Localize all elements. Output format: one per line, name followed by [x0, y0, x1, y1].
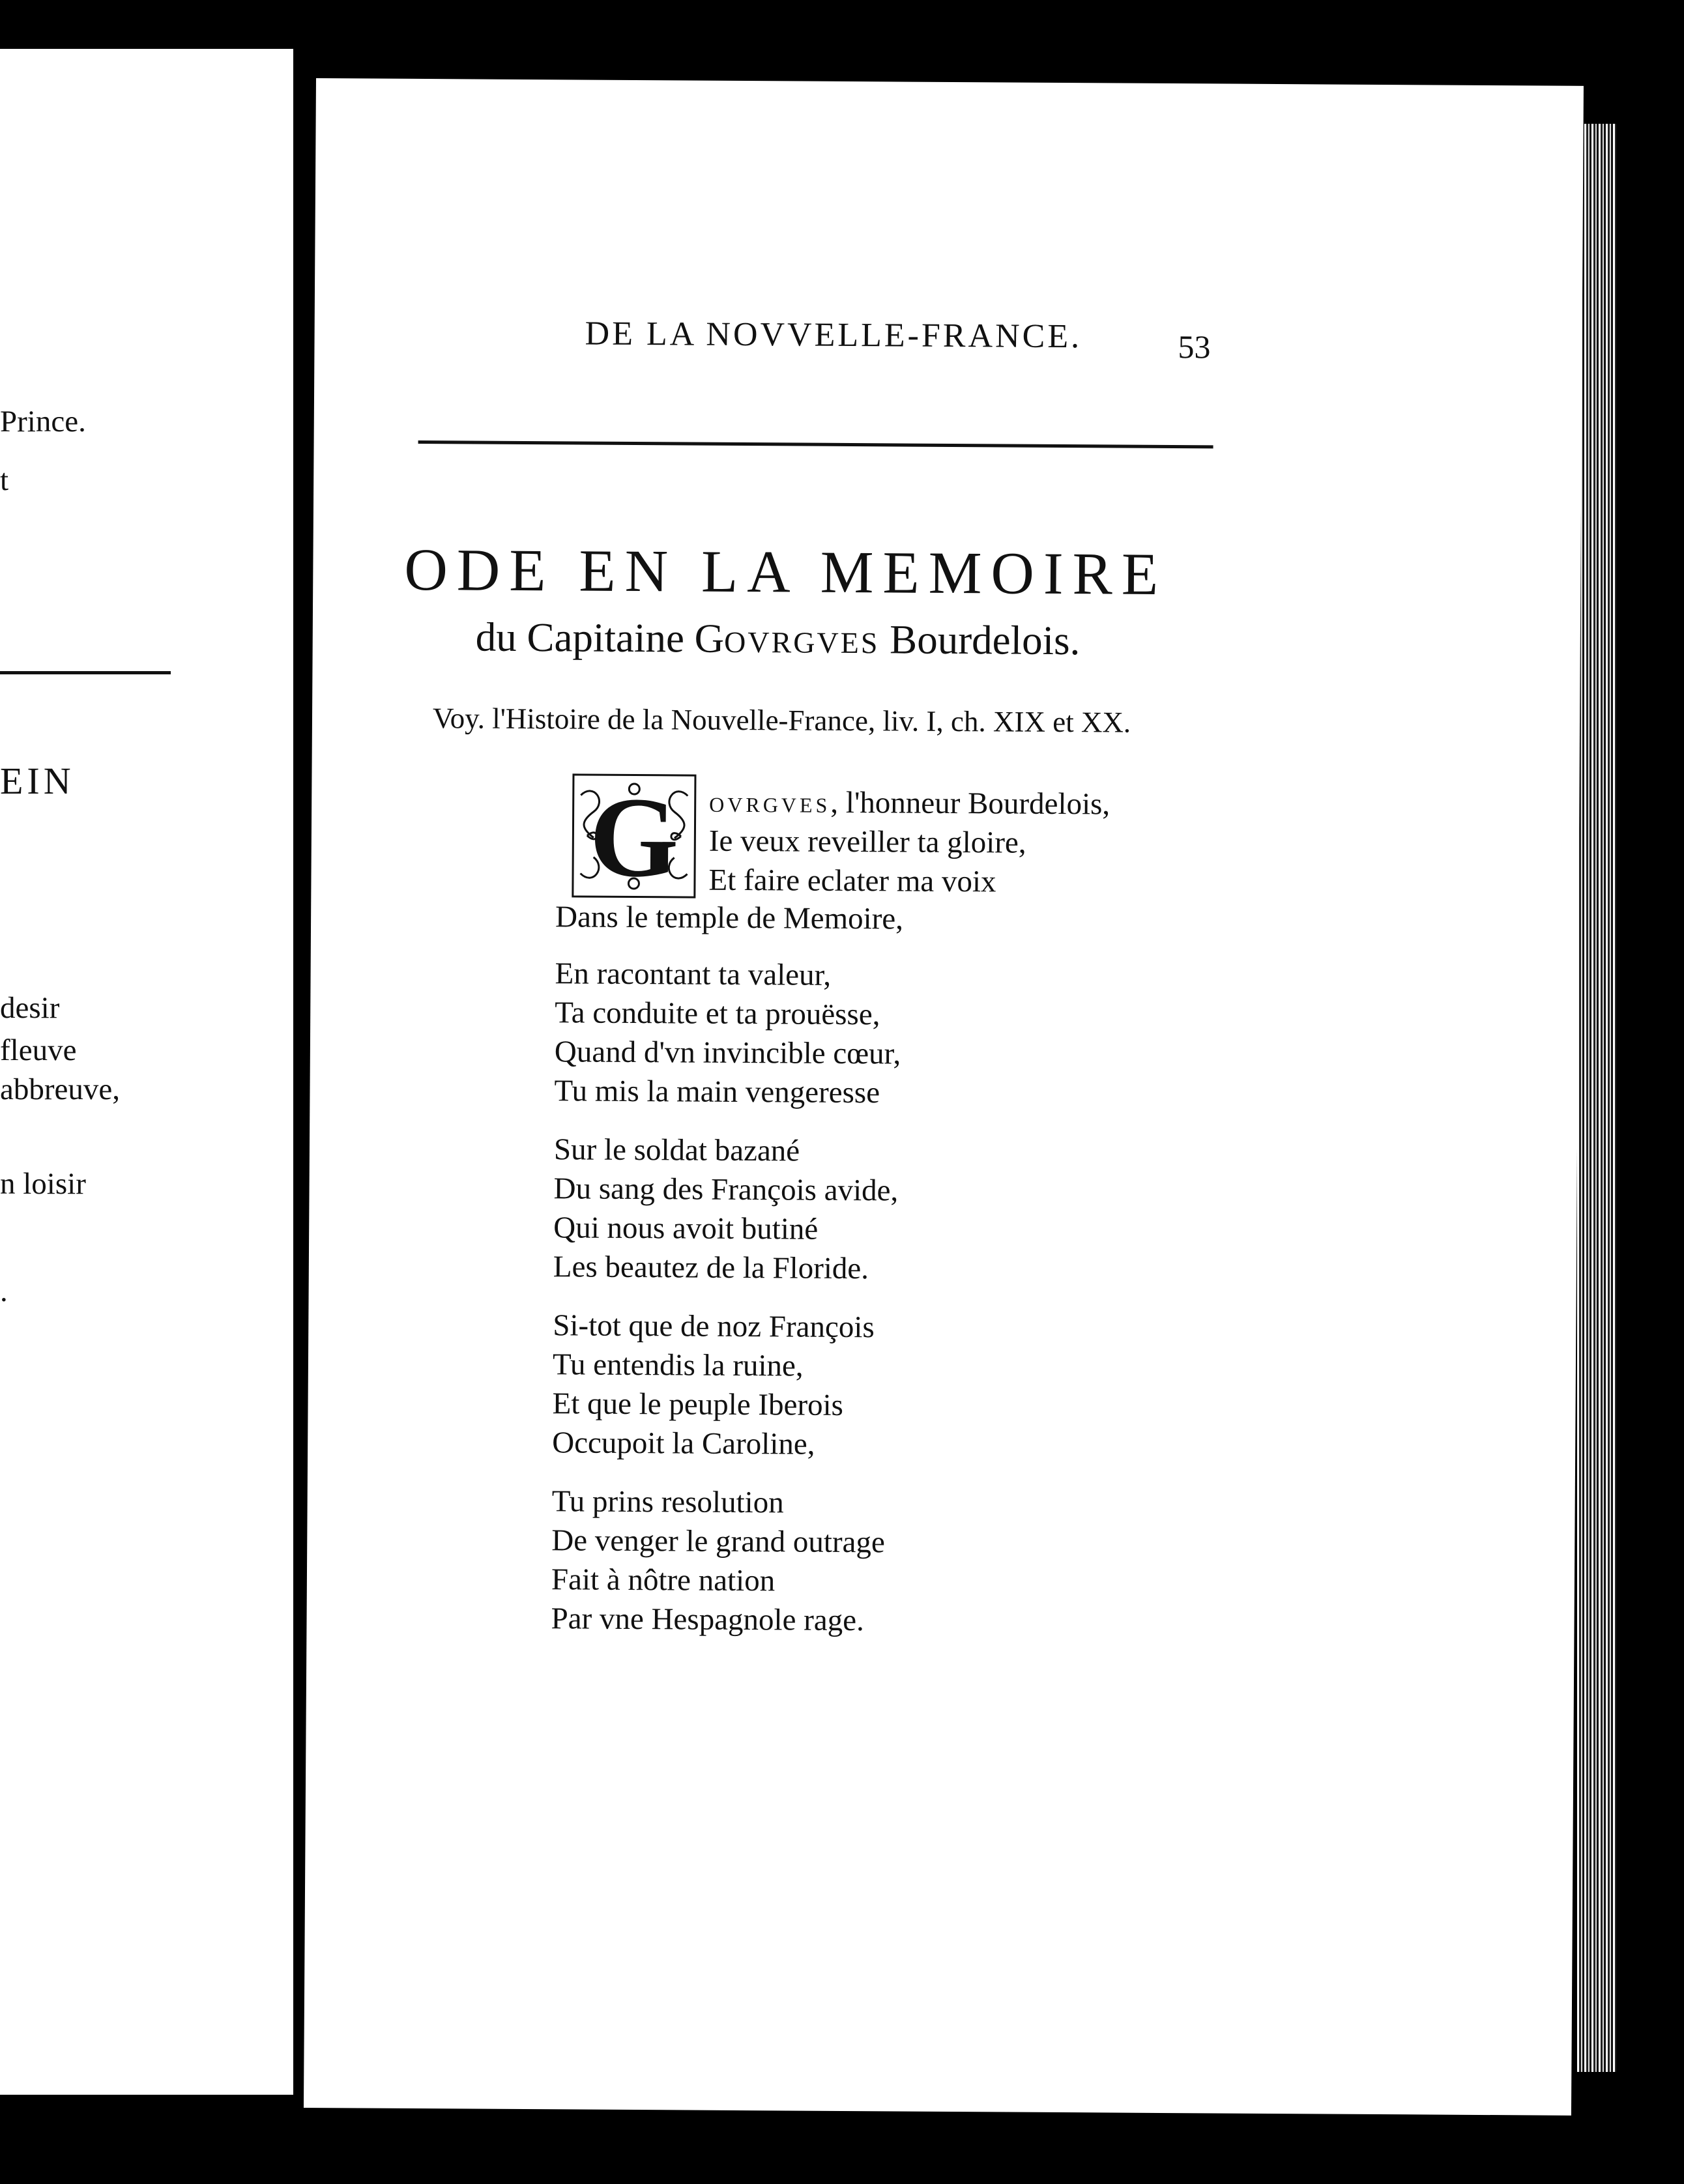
verse-line: Occupoit la Caroline,: [552, 1426, 815, 1461]
left-text-fragment: Prince.: [0, 405, 86, 438]
verse-line: [709, 784, 1110, 822]
left-text-fragment: fleuve: [0, 1033, 77, 1067]
verse-line: Tu mis la main vengeresse: [554, 1074, 880, 1110]
left-heading-fragment: EIN: [0, 760, 75, 802]
left-rule: [0, 671, 171, 674]
verse-line: Quand d'vn invincible cœur,: [554, 1035, 901, 1071]
running-head: DE LA NOVVELLE-FRANCE.: [585, 315, 1082, 356]
left-page: [0, 49, 293, 2095]
drop-cap-letter: G: [588, 773, 679, 902]
ode-title: ODE EN LA MEMOIRE: [404, 536, 1168, 607]
verse-line: Fait à nôtre nation: [551, 1562, 776, 1598]
first-line-rest: , l'honneur Bourdelois,: [830, 785, 1111, 822]
verse-line: Et que le peuple Iberois: [552, 1387, 844, 1422]
left-text-fragment: abbreuve,: [0, 1072, 120, 1106]
left-text-fragment: desir: [0, 991, 60, 1025]
verse-line: Ta conduite et ta prouësse,: [555, 996, 880, 1032]
left-text-fragment: .: [0, 1274, 8, 1308]
right-page: [304, 78, 1584, 2116]
ode-subtitle: [476, 614, 1081, 665]
verse-line: Tu prins resolution: [551, 1484, 784, 1520]
ode-reference: Voy. l'Histoire de la Nouvelle-France, liv. I, ch. XIX et XX.: [432, 702, 1131, 739]
verse-line: Si-tot que de noz François: [553, 1308, 875, 1345]
drop-cap-ornament: [572, 773, 696, 902]
verse-line: Par vne Hespagnole rage.: [551, 1602, 864, 1638]
verse-line: Les beautez de la Floride.: [553, 1250, 869, 1286]
first-word-smallcaps: OVRGVES: [709, 792, 831, 817]
subtitle-name-rest: OVRGVES: [723, 625, 880, 660]
header-rule: [418, 440, 1213, 448]
verse-line: Qui nous avoit butiné: [553, 1211, 819, 1246]
subtitle-before: du Capitaine: [475, 614, 695, 661]
verse-line: En racontant ta valeur,: [555, 956, 832, 992]
verse-line: De venger le grand outrage: [551, 1523, 885, 1560]
subtitle-after: Bourdelois.: [879, 616, 1081, 664]
left-text-fragment: t: [0, 463, 9, 497]
page-edge: [1577, 124, 1616, 2072]
verse-line: Tu entendis la ruine,: [552, 1347, 804, 1383]
subtitle-name-initial: G: [694, 615, 725, 661]
page-number: 53: [1178, 328, 1211, 366]
left-text-fragment: n loisir: [0, 1167, 86, 1201]
verse-line: Sur le soldat bazané: [553, 1132, 800, 1168]
verse-line: Du sang des François avide,: [553, 1171, 899, 1208]
verse-line: Ie veux reveiller ta gloire,: [708, 824, 1026, 860]
verse-line: Dans le temple de Memoire,: [555, 900, 904, 936]
verse-line: Et faire eclater ma voix: [708, 863, 996, 899]
